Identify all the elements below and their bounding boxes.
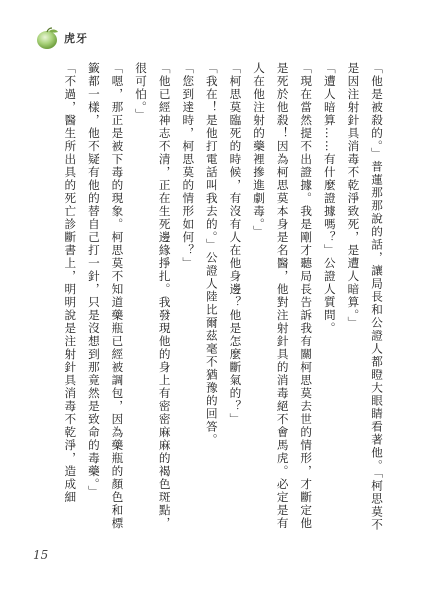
page-number: 15 — [33, 548, 49, 562]
paragraph: 「我在！是他打電話叫我去的。」公證人陸比爾茲毫不猶豫的回答。 — [204, 62, 219, 447]
paragraph: 「您到達時，柯思莫的情形如何？」 — [181, 62, 196, 270]
paragraph: 「柯思莫臨死的時候，有沒有人在他身邊？他是怎麼斷氣的？」 — [228, 62, 243, 426]
paragraph: 「他已經神志不清，正在生死邊緣掙扎。我發現他的身上有密密麻麻的褐色斑點，很可怕。」 — [134, 62, 172, 530]
vertical-text-body — [28, 62, 388, 542]
paragraph: 「不過，醫生所出具的死亡診斷書上，明明說是注射針具消毒不乾淨，造成細 — [63, 62, 78, 504]
paragraph: 「遭人暗算……有什麼證據嗎？」公證人質問。 — [322, 62, 337, 335]
paragraph: 「他是被殺的。」普蓮那那說的話，讓局長和公證人都瞪大眼睛看著他。「柯思莫不是因注射針具消毒不乾淨致死，是遭人暗算。」 — [346, 62, 384, 532]
brand-title: 虎牙 — [64, 32, 88, 45]
apple-icon — [34, 26, 62, 50]
paragraph: 「現在當然提不出證據。我是剛才聽局長告訴我有關柯思莫去世的情形，才斷定他是死於他殺！因為柯思莫本身是名醫，他對注射針具的消毒絕不會馬虎。必定是有人在他注射的藥裡摻進劇毒。」 — [252, 62, 314, 530]
paragraph: 「嗯，那正是被下毒的現象。柯思莫不知道藥瓶已經被調包，因為藥瓶的顏色和標籤都一樣，他不疑有他的替自己打一針，只是沒想到那竟然是致命的毒藥。」 — [86, 62, 125, 530]
